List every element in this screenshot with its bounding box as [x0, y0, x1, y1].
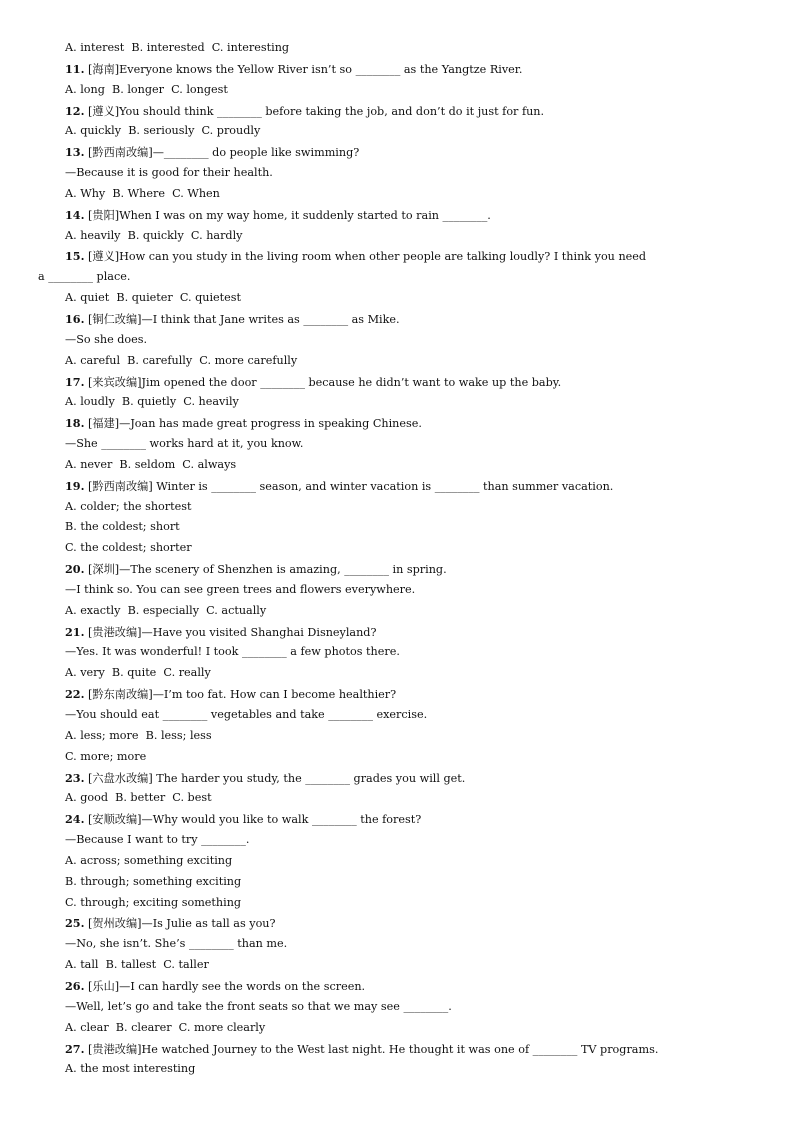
line-text: A. quiet B. quieter C. quietest [65, 291, 242, 305]
text-line [0, 267, 794, 288]
line-text: A. less; more B. less; less [65, 728, 212, 742]
text-line [0, 80, 794, 101]
text-line [0, 851, 794, 872]
text-line [0, 830, 794, 851]
line-text: [贵港改编]He watched Journey to the West last night. He thought it was one of ________ TV programs. [84, 1042, 659, 1056]
line-text: A. across; something exciting [65, 853, 233, 867]
text-line [0, 893, 794, 914]
line-text: a ________ place. [38, 270, 131, 284]
line-text: [福建]—Joan has made great progress in speaking Chinese. [84, 417, 422, 431]
question-number: 12. [65, 103, 85, 118]
text-line [0, 934, 794, 955]
line-text: A. good B. better C. best [65, 791, 212, 805]
line-text: [遵义]You should think ________ before taking the job, and don’t do it just for fun. [84, 104, 545, 118]
text-line [0, 121, 794, 142]
line-text: [铜仁改编]—I think that Jane writes as ________ as Mike. [84, 312, 400, 326]
line-text: —You should eat ________ vegetables and take ________ exercise. [65, 708, 428, 721]
line-text: [黔东南改编]—I’m too fat. How can I become healthier? [84, 688, 397, 702]
question-number: 14. [65, 207, 85, 222]
line-text: [贺州改编]—Is Julie as tall as you? [84, 917, 276, 931]
line-text: —Because I want to try ________. [65, 833, 250, 847]
line-text: B. through; something exciting [65, 874, 242, 888]
text-line [0, 538, 794, 559]
line-text: [乐山]—I can hardly see the words on the screen. [84, 979, 366, 993]
line-text: —She ________ works hard at it, you know. [65, 437, 304, 451]
line-text: [深圳]—The scenery of Shenzhen is amazing, ________ in spring. [84, 563, 447, 577]
text-line [0, 163, 794, 184]
question-number: 26. [65, 978, 85, 993]
line-text: A. long B. longer C. longest [65, 82, 228, 96]
line-text: —Because it is good for their health. [65, 166, 273, 180]
question-number: 24. [65, 812, 85, 827]
question-line [0, 559, 794, 580]
question-line [0, 684, 794, 705]
line-text: A. interest B. interested C. interesting [65, 41, 290, 54]
text-line [0, 601, 794, 622]
text-line [0, 955, 794, 976]
line-text: —Well, let’s go and take the front seats so that we may see ________. [65, 999, 452, 1013]
question-line [0, 59, 794, 80]
text-line [0, 642, 794, 663]
line-text: A. colder; the shortest [65, 499, 192, 513]
question-line [0, 372, 794, 393]
question-line [0, 1039, 794, 1060]
line-text: A. heavily B. quickly C. hardly [65, 228, 243, 242]
line-text: —So she does. [65, 332, 148, 346]
text-line [0, 497, 794, 518]
question-number: 15. [65, 249, 85, 264]
question-line [0, 768, 794, 789]
question-number: 11. [65, 61, 85, 76]
line-text: A. very B. quite C. really [65, 666, 211, 680]
question-number: 16. [65, 311, 85, 326]
question-number: 18. [65, 416, 85, 431]
line-text: C. through; exciting something [65, 895, 242, 909]
line-text: [安顺改编]—Why would you like to walk ________ the forest? [84, 813, 422, 827]
text-line [0, 455, 794, 476]
question-line [0, 809, 794, 830]
line-text: A. exactly B. especially C. actually [65, 603, 267, 617]
text-line [0, 663, 794, 684]
question-number: 13. [65, 145, 85, 160]
text-line [0, 38, 794, 59]
question-line [0, 101, 794, 122]
question-line [0, 913, 794, 934]
line-text: [来宾改编]Jim opened the door ________ because he didn’t want to wake up the baby. [84, 375, 562, 389]
question-line [0, 205, 794, 226]
question-number: 17. [65, 374, 85, 389]
text-line [0, 705, 794, 726]
text-line [0, 788, 794, 809]
text-line [0, 872, 794, 893]
text-line [0, 580, 794, 601]
line-text: A. clear B. clearer C. more clearly [65, 1020, 266, 1034]
text-line [0, 392, 794, 413]
text-line [0, 184, 794, 205]
question-number: 21. [65, 624, 85, 639]
line-text: —No, she isn’t. She’s ________ than me. [65, 937, 288, 951]
line-text: B. the coldest; short [65, 520, 180, 534]
text-line [0, 747, 794, 768]
line-text: [六盘水改编] The harder you study, the ________ grades you will get. [84, 771, 466, 785]
line-text: —Yes. It was wonderful! I took ________ a few photos there. [65, 645, 400, 659]
question-number: 22. [65, 687, 85, 702]
worksheet-page [0, 38, 794, 1080]
text-line [0, 226, 794, 247]
question-line [0, 142, 794, 163]
question-line [0, 622, 794, 643]
line-text: A. careful B. carefully C. more carefully [65, 353, 298, 367]
line-text: A. Why B. Where C. When [65, 186, 220, 200]
text-line [0, 288, 794, 309]
text-line [0, 997, 794, 1018]
question-number: 27. [65, 1041, 85, 1056]
text-line [0, 351, 794, 372]
line-text: [黔西南改编]—________ do people like swimming? [84, 146, 360, 160]
question-line [0, 246, 794, 267]
text-line [0, 1018, 794, 1039]
question-line [0, 976, 794, 997]
text-line [0, 330, 794, 351]
line-text: [贵阳]When I was on my way home, it suddenly started to rain ________. [84, 208, 491, 222]
text-line [0, 726, 794, 747]
line-text: A. never B. seldom C. always [65, 457, 237, 471]
question-line [0, 476, 794, 497]
line-text: A. quickly B. seriously C. proudly [65, 124, 261, 138]
line-text: [遵义]How can you study in the living room when other people are talking loudly? I think you need [84, 250, 647, 264]
text-line [0, 434, 794, 455]
line-text: C. more; more [65, 749, 147, 763]
question-line [0, 309, 794, 330]
line-text: [黔西南改编] Winter is ________ season, and winter vacation is ________ than summer vacation. [84, 479, 614, 493]
text-line [0, 1059, 794, 1080]
line-text: C. the coldest; shorter [65, 541, 192, 555]
line-text: —I think so. You can see green trees and flowers everywhere. [65, 582, 416, 596]
question-number: 23. [65, 770, 85, 785]
question-number: 25. [65, 916, 85, 931]
line-text: [海南]Everyone knows the Yellow River isn’t so ________ as the Yangtze River. [84, 62, 523, 76]
line-text: A. the most interesting [65, 1062, 196, 1076]
question-number: 20. [65, 562, 85, 577]
line-text: [贵港改编]—Have you visited Shanghai Disneyland? [84, 625, 377, 639]
question-line [0, 413, 794, 434]
question-number: 19. [65, 478, 85, 493]
text-line [0, 517, 794, 538]
line-text: A. loudly B. quietly C. heavily [65, 395, 239, 409]
line-text: A. tall B. tallest C. taller [65, 958, 209, 972]
